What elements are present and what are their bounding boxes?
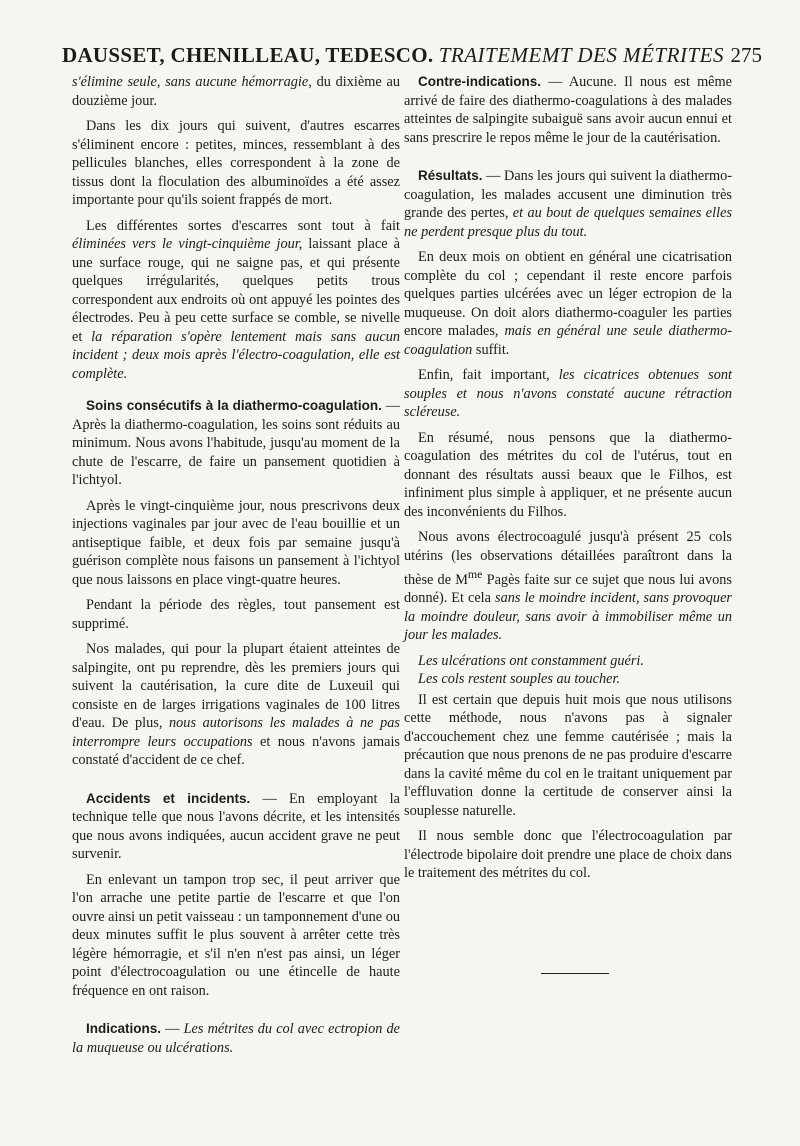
- section-soins: [72, 397, 400, 490]
- paragraph: En enlevant un tampon trop sec, il peut arriver que l'on arrache une petite partie de l'escarre et que l'on ouvre ainsi un petit vaisseau : un tamponnement d'une ou deux minutes suffit le plus souvent à arrêter cette très légère hémorragie, et s'il n'en n'est pas ainsi, un léger point d'électrocoagulation ou une étincelle de haute fréquence en ont raison.: [72, 871, 400, 999]
- italic-text: la réparation s'opère lentement mais sans aucun incident ; deux mois après l'électro-coagulation, elle est complète.: [72, 328, 400, 382]
- paragraph: Dans les dix jours qui suivent, d'autres escarres s'éliminent encore : petites, minces, ressemblant à des pellicules blanches, elles correspondent à la zone de tissus dont la floculation des albuminoïdes a été assez importante pour qu'ils soient frappés de mort.: [72, 118, 400, 208]
- section-contre-indications: [404, 73, 732, 147]
- body-text: Les différentes sortes d'escarres sont tout à fait: [86, 217, 400, 234]
- italic-text: et au bout de quelques semaines elles ne perdent presque plus du tout.: [404, 205, 733, 240]
- running-head-title: TRAITEMEMT DES MÉTRITES: [438, 43, 724, 67]
- body-text: Enfin, fait important,: [418, 367, 559, 383]
- section-heading: Accidents et incidents.: [86, 790, 251, 806]
- paragraph: Après le vingt-cinquième jour, nous prescrivons deux injections vaginales par jour avec de l'eau bouillie et un antiseptique faible, et deux fois par semaine jusqu'à guérison complète nous faisons un pansement à l'ichtyol que nous laissons en place vingt-quatre heures.: [72, 497, 400, 588]
- section-resultats: [404, 167, 732, 241]
- body-text: Nos malades, qui pour la plupart étaient atteintes de salpingite, ont pu reprendre, dès les premiers jours qui suivent la cautérisation, la cure dite de Luxeuil qui consiste en de larges irrigations vaginales de 100 litres d'eau. De plus,: [72, 641, 400, 731]
- paragraph: [72, 217, 400, 384]
- section-heading: Indications.: [86, 1021, 162, 1036]
- section-heading: Soins consécutifs à la diathermo-coagulation.: [86, 398, 382, 413]
- italic-text: nous autorisons les malades à ne pas interrompre leurs occupations: [72, 715, 400, 750]
- running-head: [62, 42, 762, 68]
- left-column: [72, 73, 400, 1064]
- body-text: laissant place à une surface rouge, qui ne saigne pas, et qui présente quelques irrégularités, quelques petits trous correspondent aux endroits où ont appuyé les pointes des électrodes. Peu à peu cette surface se comble, se nivelle et: [72, 236, 400, 345]
- body-text: — Dans les jours qui suivent la diathermo-coagulation, les malades accusent une diminution très grande des pertes,: [404, 168, 732, 221]
- italic-text: mais en général une seule diathermo-coagulation: [404, 323, 732, 358]
- body-text: Nous avons électrocoagulé jusqu'à présent 25 cols utérins (les observations détaillées paraîtront dans la thèse de M: [404, 529, 732, 588]
- section-accidents: [72, 790, 400, 864]
- body-text: — Aucune. Il nous est même arrivé de faire des diathermo-coagulations à des malades atteintes de salpingite subaiguë sans avoir aucun ennui et sans prescrire le repos même le jour de la cautérisation.: [404, 74, 732, 146]
- paragraph: [72, 640, 400, 770]
- italic-text: s'élimine seule, sans aucune hémorragie,: [72, 74, 312, 90]
- body-text: du dixième au douzième jour.: [72, 74, 400, 109]
- end-rule-divider: [541, 973, 609, 974]
- paragraph: En résumé, nous pensons que la diathermo-coagulation des métrites du col de l'utérus, tout en donnant des résultats aussi beaux que le Filhos, est infiniment plus simple à appliquer, et ne présente aucun des inconvénients du Filhos.: [404, 429, 732, 520]
- body-text: — Après la diathermo-coagulation, les soins sont réduits au minimum. Nous avons l'habitude, jusqu'au moment de la chute de l'escarre, de faire un pansement quotidien à l'ichtyol.: [72, 398, 400, 488]
- paragraph: [404, 366, 732, 422]
- section-heading: Résultats.: [418, 168, 483, 183]
- italic-text: éliminées vers le vingt-cinquième jour,: [72, 236, 303, 252]
- paragraph: Il nous semble donc que l'électrocoagulation par l'électrode bipolaire doit prendre une place de choix dans le traitement des métrites du col.: [404, 828, 732, 882]
- italic-text: sans le moindre incident, sans provoquer la moindre douleur, sans avoir à immobiliser même un jour les malades.: [404, 590, 732, 644]
- body-text: — En employant la technique telle que nous l'avons décrite, et les intensités que nous avons indiquées, aucun accident grave ne peut survenir.: [72, 790, 400, 862]
- running-head-authors: DAUSSET, CHENILLEAU, TEDESCO.: [62, 43, 434, 67]
- paragraph: Pendant la période des règles, tout pansement est supprimé.: [72, 597, 400, 632]
- paragraph: [72, 73, 400, 110]
- paragraph: Il est certain que depuis huit mois que nous utilisons cette méthode, nous n'avons pas à signaler d'accouchement chez une femme cautérisée ; mais la précaution que nous prenons de ne pas produire d'escarre dans la cavité même du col en le traitant uniquement par l'effluvation donne la certitude de conserver ainsi la souplesse naturelle.: [404, 691, 732, 819]
- italic-text: les cicatrices obtenues sont souples et nous n'avons constaté aucune rétraction scléreuse.: [404, 367, 732, 420]
- body-text: —: [161, 1021, 184, 1037]
- conclusion-line: Les cols restent souples au toucher.: [418, 671, 620, 688]
- section-indications: [72, 1020, 400, 1057]
- superscript: me: [467, 567, 483, 581]
- body-text: et nous n'avons jamais constaté d'accident de ce chef.: [72, 733, 400, 768]
- body-text: suffit.: [472, 341, 510, 358]
- page-number: 275: [730, 43, 762, 67]
- paragraph: [404, 248, 732, 359]
- right-column: [404, 73, 732, 890]
- body-text: Pagès faite sur ce sujet que nous lui avons donné). Et cela: [404, 571, 732, 607]
- paragraph: [404, 528, 732, 645]
- body-text: En deux mois on obtient en général une cicatrisation complète du col ; cependant il reste encore parfois quelques parties ulcérées avec un léger ectropion de la muqueuse. On doit alors diathermo-coaguler les parties encore malades,: [404, 249, 732, 339]
- section-heading: Contre-indications.: [418, 74, 542, 89]
- italic-text: Les métrites du col avec ectropion de la muqueuse ou ulcérations.: [72, 1021, 400, 1056]
- conclusion-line: Les ulcérations ont constamment guéri.: [418, 652, 644, 669]
